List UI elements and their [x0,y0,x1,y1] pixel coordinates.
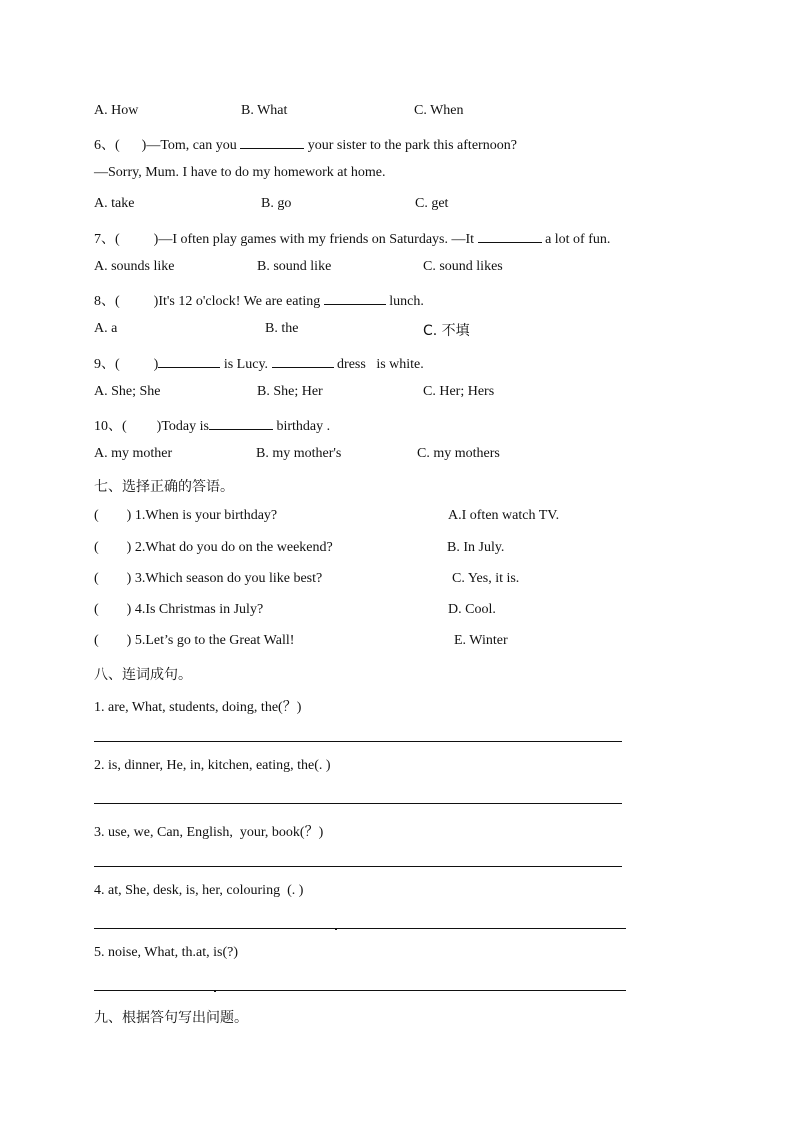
s7-item-3-answer: C. Yes, it is. [452,571,520,586]
q8-close: ) [153,294,159,309]
s7-item-1-question: ( ) 1.When is your birthday? [94,508,278,523]
q7-blank[interactable] [478,228,542,243]
q7-pre: —I often play games with my friends on Saturdays. —It [158,232,475,247]
q10-post: birthday . [276,419,331,434]
s8-answer-line-5-dot [214,990,216,992]
q9-mid: is Lucy. [223,357,269,372]
q8-option-a: A. a [94,321,118,336]
s8-item-3: 3. use, we, Can, English, your, book(？) [94,825,324,840]
s7-item-4-answer: D. Cool. [448,602,496,617]
q9-option-c: C. Her; Hers [423,384,495,399]
q7-stem [94,228,610,248]
q8-pre: It's 12 o'clock! We are eating [158,294,321,309]
s7-item-1-answer: A.I often watch TV. [448,508,560,523]
s7-item-2-answer: B. In July. [447,540,505,555]
q6-reply: —Sorry, Mum. I have to do my homework at home. [94,165,386,180]
q6-stem [94,134,517,154]
q10-pre: Today is [161,419,209,434]
q8-option-b: B. the [265,321,299,336]
s8-answer-line-2[interactable] [94,803,622,804]
section-8-title: 八、连词成句。 [94,667,192,683]
q7-option-b: B. sound like [257,259,332,274]
s8-item-4: 4. at, She, desk, is, her, colouring (. ) [94,883,304,898]
q9-post: dress is white. [337,357,424,372]
q9-blank-1[interactable] [158,353,220,368]
q8-post: lunch. [389,294,424,309]
q10-option-b: B. my mother's [256,446,342,461]
q8-option-c: C. 不填 [423,323,470,339]
q7-post: a lot of fun. [545,232,611,247]
q5-option-b: B. What [241,103,288,118]
s8-answer-line-4[interactable] [94,928,626,929]
q6-pre: —Tom, can you [146,138,237,153]
section-9-title: 九、根据答句写出问题。 [94,1010,248,1026]
s8-answer-line-5[interactable] [94,990,626,991]
q8-blank[interactable] [324,290,386,305]
q8-number: 8、( [94,294,120,309]
q6-close: ) [141,138,147,153]
s8-item-5: 5. noise, What, th.at, is(?) [94,945,238,960]
q10-option-a: A. my mother [94,446,173,461]
q10-close: ) [156,419,162,434]
section-7-title: 七、选择正确的答语。 [94,479,234,495]
q6-blank[interactable] [240,134,304,149]
s7-item-2-question: ( ) 2.What do you do on the weekend? [94,540,333,555]
q10-stem [94,415,330,435]
q5-option-a: A. How [94,103,139,118]
q9-option-b: B. She; Her [257,384,323,399]
q9-blank-2[interactable] [272,353,334,368]
q5-option-c: C. When [414,103,464,118]
q7-number: 7、( [94,232,120,247]
s7-item-5-answer: E. Winter [454,633,508,648]
s7-item-3-question: ( ) 3.Which season do you like best? [94,571,323,586]
q9-stem [94,353,424,373]
q6-option-a: A. take [94,196,135,211]
s7-item-4-question: ( ) 4.Is Christmas in July? [94,602,264,617]
s8-answer-line-1[interactable] [94,741,622,742]
s8-item-1: 1. are, What, students, doing, the(？) [94,700,302,715]
q7-close: ) [153,232,159,247]
s8-answer-line-3[interactable] [94,866,622,867]
q6-option-c: C. get [415,196,449,211]
q10-option-c: C. my mothers [417,446,500,461]
q7-option-a: A. sounds like [94,259,175,274]
s8-item-2: 2. is, dinner, He, in, kitchen, eating, the(. ) [94,758,331,773]
q6-post: your sister to the park this afternoon? [307,138,517,153]
q9-close: ) [153,357,159,372]
q10-number: 10、( [94,419,127,434]
q7-option-c: C. sound likes [423,259,503,274]
q9-option-a: A. She; She [94,384,161,399]
q6-number: 6、( [94,138,120,153]
s8-answer-line-4-dot [335,928,337,930]
q8-stem [94,290,424,310]
q6-option-b: B. go [261,196,292,211]
s7-item-5-question: ( ) 5.Let’s go to the Great Wall! [94,633,295,648]
q10-blank[interactable] [209,415,273,430]
q9-number: 9、( [94,357,120,372]
